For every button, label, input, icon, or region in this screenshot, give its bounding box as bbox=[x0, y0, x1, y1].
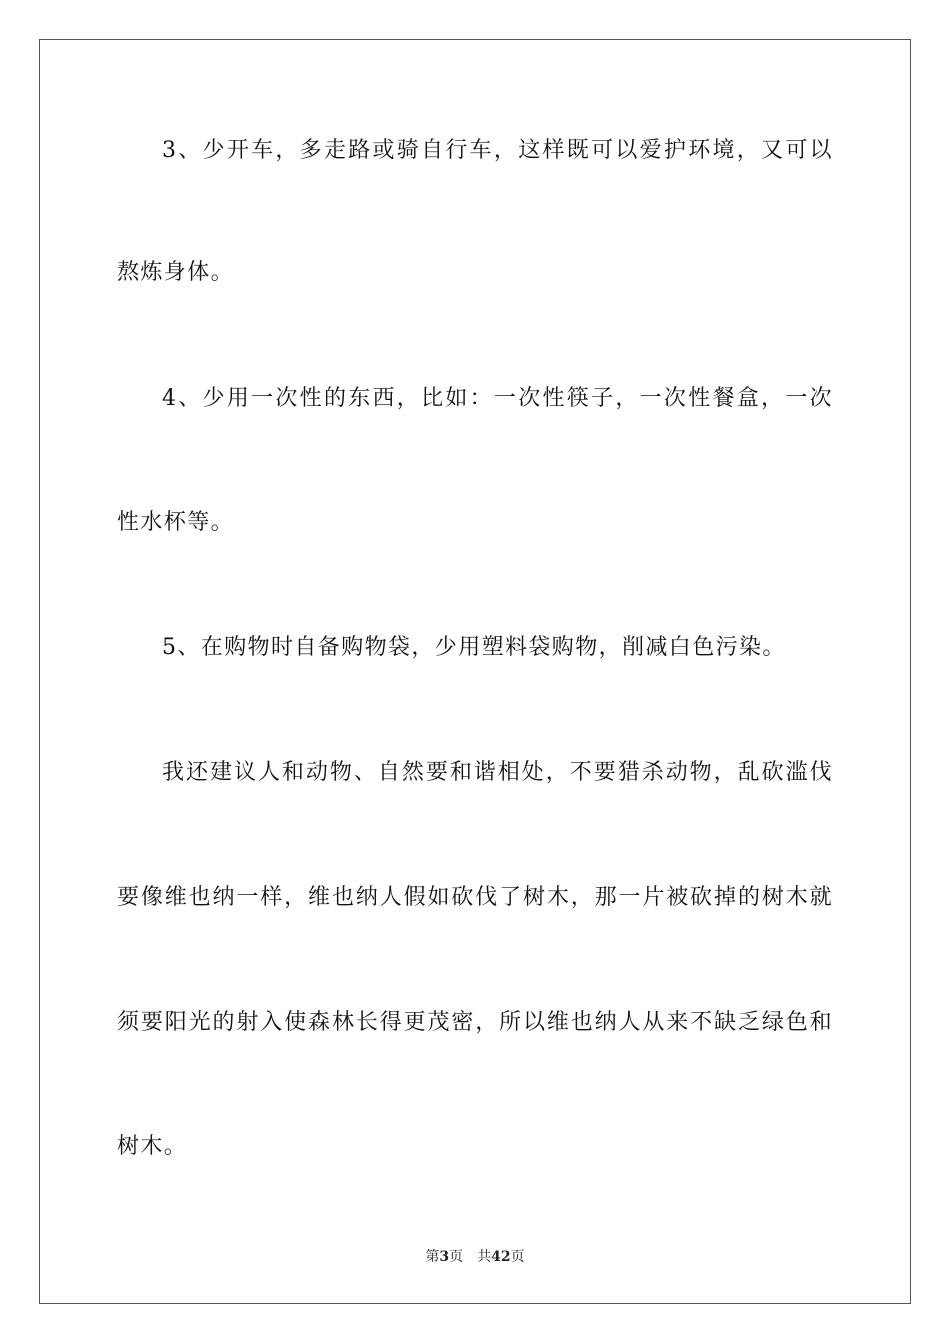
page-footer bbox=[0, 1247, 950, 1267]
total-suffix: 页 bbox=[510, 1249, 525, 1265]
paragraph-line: 树木。 bbox=[117, 1134, 188, 1159]
total-prefix: 共 bbox=[477, 1249, 492, 1265]
paragraph-line: 5、在购物时自备购物袋，少用塑料袋购物，削减白色污染。 bbox=[162, 635, 786, 660]
page-number: 3 bbox=[439, 1249, 450, 1265]
paragraph-line: 要像维也纳一样，维也纳人假如砍伐了树木，那一片被砍掉的树木就 bbox=[117, 885, 833, 910]
page-suffix: 页 bbox=[449, 1249, 464, 1265]
paragraph-line: 性水杯等。 bbox=[117, 510, 235, 535]
paragraph-line: 熬炼身体。 bbox=[117, 260, 235, 285]
paragraph-line: 3、少开车，多走路或骑自行车，这样既可以爱护环境，又可以 bbox=[162, 138, 833, 163]
paragraph-line: 须要阳光的射入使森林长得更茂密，所以维也纳人从来不缺乏绿色和 bbox=[117, 1010, 833, 1035]
total-pages: 42 bbox=[491, 1249, 511, 1265]
page-prefix: 第 bbox=[425, 1249, 440, 1265]
paragraph-line: 4、少用一次性的东西，比如：一次性筷子，一次性餐盒，一次 bbox=[162, 386, 833, 411]
paragraph-line: 我还建议人和动物、自然要和谐相处，不要猎杀动物，乱砍滥伐 bbox=[162, 760, 833, 785]
page-border bbox=[39, 39, 911, 1304]
